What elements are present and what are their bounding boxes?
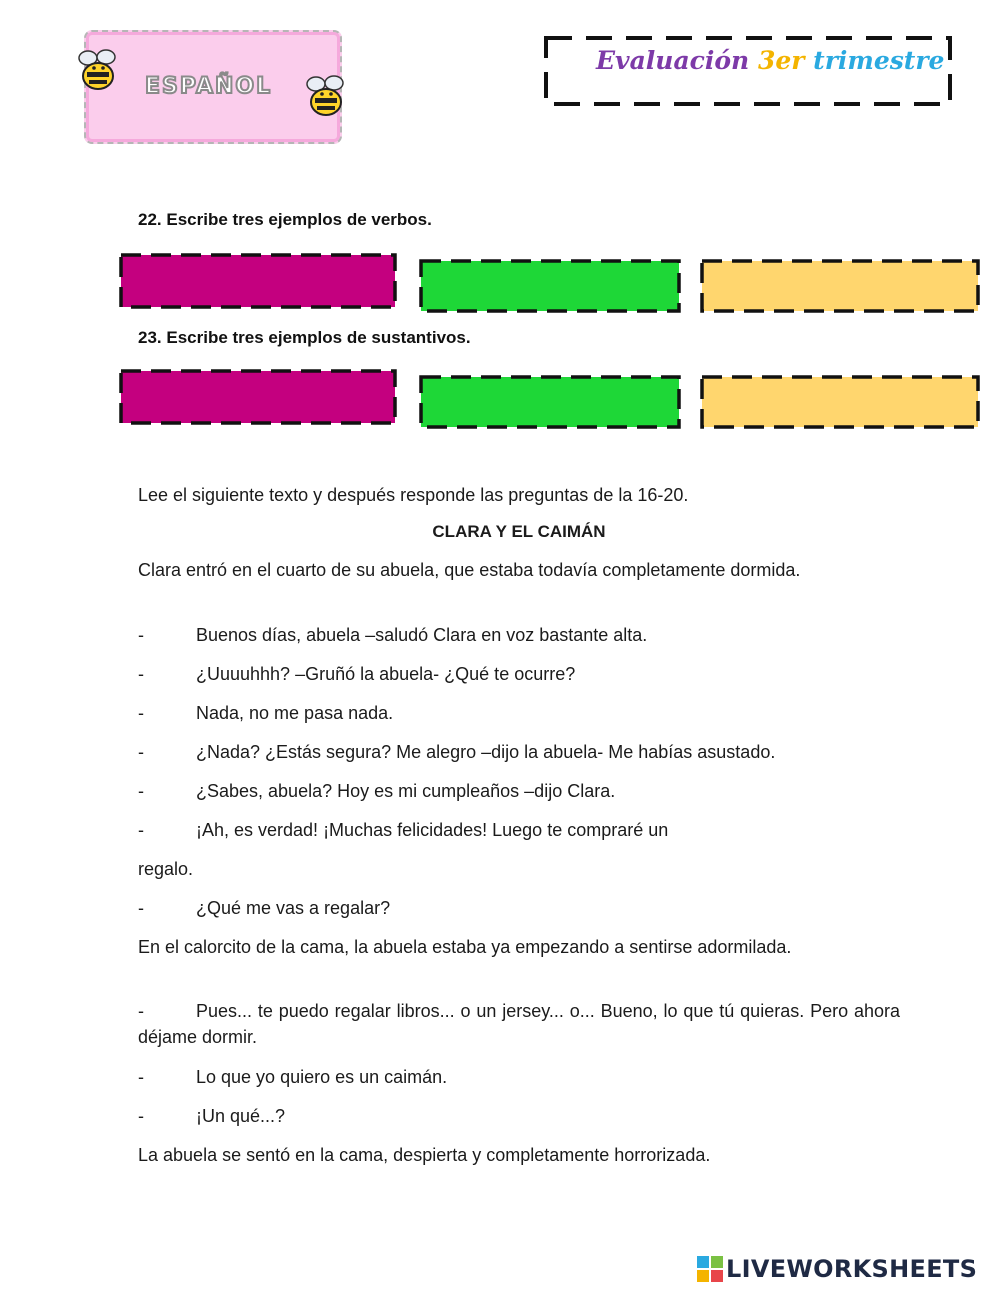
- dialogue-line: [138, 817, 900, 843]
- title-word-1: Evaluación: [596, 46, 750, 75]
- dialogue-text: ¿Qué me vas a regalar?: [196, 898, 391, 918]
- dialogue-text: ¿Sabes, abuela? Hoy es mi cumpleaños –dijo Clara.: [196, 781, 616, 801]
- dialogue-line: [138, 661, 900, 687]
- dash-marker: -: [138, 664, 144, 684]
- reading-instruction: Lee el siguiente texto y después responde las preguntas de la 16-20.: [138, 485, 689, 505]
- answer-box-22-1[interactable]: [118, 252, 398, 310]
- dialogue-line: [138, 998, 900, 1050]
- dialogue-text: Buenos días, abuela –saludó Clara en voz bastante alta.: [196, 625, 648, 645]
- liveworksheets-brand: [697, 1255, 977, 1283]
- dash-marker: -: [138, 742, 144, 762]
- subject-title: ESPAÑOL: [145, 74, 273, 99]
- dialogue-text: ¡Un qué...?: [196, 1106, 286, 1126]
- dialogue-line: [138, 1064, 900, 1090]
- dialogue-line: [138, 1103, 900, 1129]
- evaluation-title: [596, 46, 944, 75]
- answer-box-22-3[interactable]: [699, 258, 981, 316]
- dialogue-text: ¡Ah, es verdad! ¡Muchas felicidades! Luego te compraré un: [196, 820, 669, 840]
- bee-icon: [74, 48, 122, 94]
- dialogue-line: [138, 895, 900, 921]
- answer-box-23-1[interactable]: [118, 368, 398, 426]
- dash-marker: -: [138, 781, 144, 801]
- dash-marker: -: [138, 1067, 144, 1087]
- story-paragraph: La abuela se sentó en la cama, despierta y completamente horrorizada.: [138, 1145, 711, 1165]
- answer-box-23-2[interactable]: [418, 374, 682, 432]
- dash-marker: -: [138, 1106, 144, 1126]
- dialogue-text: Pues... te puedo regalar libros... o un jersey... o... Bueno, lo que tú quieras. Pero ahora déjame dormir.: [138, 1001, 900, 1047]
- dialogue-text: ¿Uuuuhhh? –Gruñó la abuela- ¿Qué te ocurre?: [196, 664, 576, 684]
- dialogue-continuation: regalo.: [138, 859, 194, 879]
- dash-marker: -: [138, 898, 144, 918]
- dialogue-text: Nada, no me pasa nada.: [196, 703, 394, 723]
- title-word-3: trimestre: [813, 46, 945, 75]
- brand-name: LIVEWORKSHEETS: [726, 1255, 978, 1283]
- title-word-2: 3er: [757, 46, 805, 75]
- answer-box-22-2[interactable]: [418, 258, 682, 316]
- dash-marker: -: [138, 820, 144, 840]
- dash-marker: -: [138, 1001, 144, 1021]
- dialogue-line: [138, 739, 900, 765]
- question-23: 23. Escribe tres ejemplos de sustantivos.: [138, 328, 471, 347]
- dialogue-text: ¿Nada? ¿Estás segura? Me alegro –dijo la abuela- Me habías asustado.: [196, 742, 776, 762]
- dialogue-text: Lo que yo quiero es un caimán.: [196, 1067, 448, 1087]
- story-title: CLARA Y EL CAIMÁN: [432, 522, 606, 541]
- liveworksheets-logo-icon: [697, 1256, 723, 1282]
- dash-marker: -: [138, 703, 144, 723]
- story-paragraph: Clara entró en el cuarto de su abuela, que estaba todavía completamente dormida.: [138, 560, 801, 580]
- question-22: 22. Escribe tres ejemplos de verbos.: [138, 210, 432, 229]
- bee-icon: [302, 74, 350, 120]
- story-paragraph: En el calorcito de la cama, la abuela estaba ya empezando a sentirse adormilada.: [138, 937, 792, 957]
- dialogue-line: [138, 700, 900, 726]
- dash-marker: -: [138, 625, 144, 645]
- dialogue-line: [138, 622, 900, 648]
- dialogue-line: [138, 778, 900, 804]
- answer-box-23-3[interactable]: [699, 374, 981, 432]
